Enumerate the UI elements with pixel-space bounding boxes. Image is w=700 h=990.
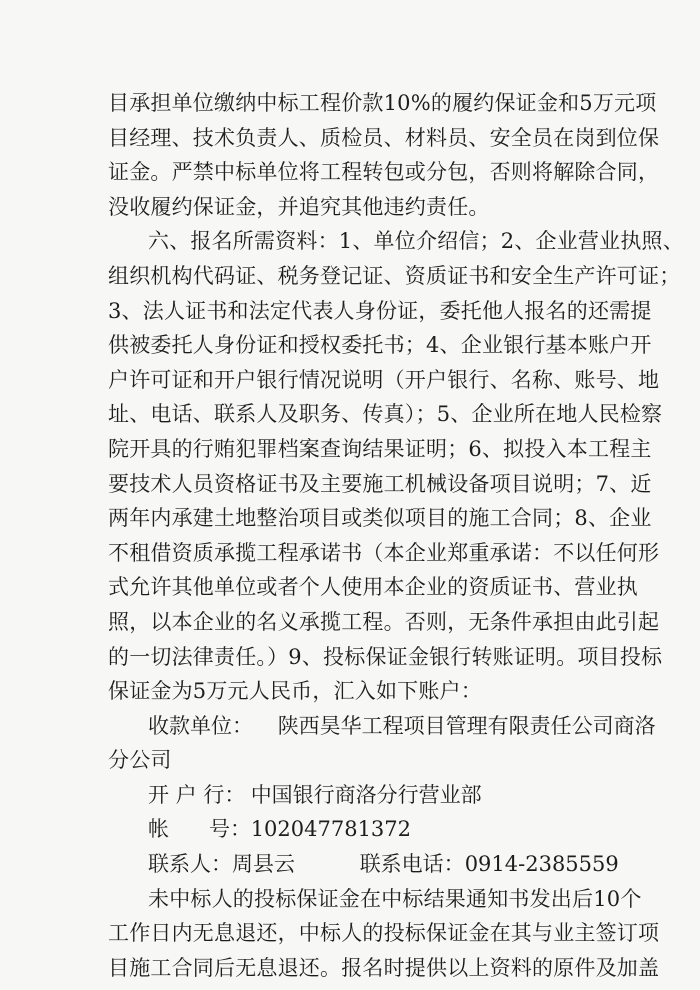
contact-label: 联系人： bbox=[148, 852, 232, 877]
text-line: 保证金为5万元人民币，汇入如下账户： bbox=[108, 679, 482, 704]
contact-value: 周县云 bbox=[232, 852, 295, 877]
text-line: 3、法人证书和法定代表人身份证，委托他人报名的还需提 bbox=[108, 298, 652, 323]
text-line: 式允许其他单位或者个人使用本企业的资质证书、营业执 bbox=[108, 575, 638, 600]
text-line: 六、报名所需资料：1、单位介绍信；2、企业营业执照、 bbox=[148, 229, 684, 254]
text-line: 工作日内无息退还，中标人的投标保证金在其与业主签订项 bbox=[108, 921, 660, 946]
bank-account-info bbox=[108, 709, 656, 882]
text-line: 组织机构代码证、税务登记证、资质证书和安全生产许可证； bbox=[108, 263, 681, 288]
text-line: 址、电话、联系人及职务、传真）；5、企业所在地人民检察 bbox=[108, 402, 663, 427]
payee-continuation: 分公司 bbox=[108, 748, 172, 773]
text-line: 院开具的行贿犯罪档案查询结果证明；6、拟投入本工程主 bbox=[108, 436, 652, 461]
text-line: 照，以本企业的名义承揽工程。否则，无条件承担由此引起 bbox=[108, 609, 660, 634]
text-line: 两年内承建土地整治项目或类似项目的施工合同；8、企业 bbox=[108, 506, 652, 531]
phone-label: 联系电话： bbox=[359, 852, 465, 877]
paragraph-performance-bond bbox=[108, 86, 660, 224]
bank-label: 开 户 行： bbox=[148, 782, 246, 807]
account-number-label: 帐 号： bbox=[148, 817, 252, 842]
text-line: 要技术人员资格证书及主要施工机械设备项目说明；7、近 bbox=[108, 471, 652, 496]
text-line: 未中标人的投标保证金在中标结果通知书发出后10个 bbox=[148, 886, 642, 911]
text-line: 目施工合同后无息退还。报名时提供以上资料的原件及加盖 bbox=[108, 955, 660, 980]
bank-value: 中国银行商洛分行营业部 bbox=[250, 782, 482, 807]
account-number-value: 102047781372 bbox=[250, 817, 412, 842]
text-line: 的一切法律责任。）9、投标保证金银行转账证明。项目投标 bbox=[108, 644, 663, 669]
text-line: 目经理、技术负责人、质检员、材料员、安全员在岗到位保 bbox=[108, 125, 660, 150]
text-line: 证金。严禁中标单位将工程转包或分包，否则将解除合同， bbox=[108, 160, 660, 185]
text-line: 目承担单位缴纳中标工程价款10%的履约保证金和5万元项 bbox=[108, 91, 657, 115]
phone-value: 0914-2385559 bbox=[464, 852, 619, 877]
bank-row bbox=[108, 778, 600, 813]
payee-value: 陕西昊华工程项目管理有限责任公司商洛 bbox=[277, 713, 656, 738]
payee-label: 收款单位： bbox=[148, 713, 253, 738]
paragraph-bond-refund bbox=[108, 882, 660, 986]
paragraph-required-materials bbox=[108, 224, 684, 708]
text-line: 没收履约保证金，并追究其他违约责任。 bbox=[108, 194, 490, 219]
contact-row bbox=[108, 847, 619, 882]
text-line: 供被委托人身份证和授权委托书；4、企业银行基本账户开 bbox=[108, 333, 652, 358]
phone-group bbox=[360, 847, 619, 882]
text-line: 户许可证和开户银行情况说明（开户银行、名称、账号、地 bbox=[108, 367, 660, 392]
payee-row bbox=[108, 709, 656, 744]
text-line: 不租借资质承揽工程承诺书（本企业郑重承诺：不以任何形 bbox=[108, 540, 660, 565]
account-number-row bbox=[108, 812, 600, 847]
